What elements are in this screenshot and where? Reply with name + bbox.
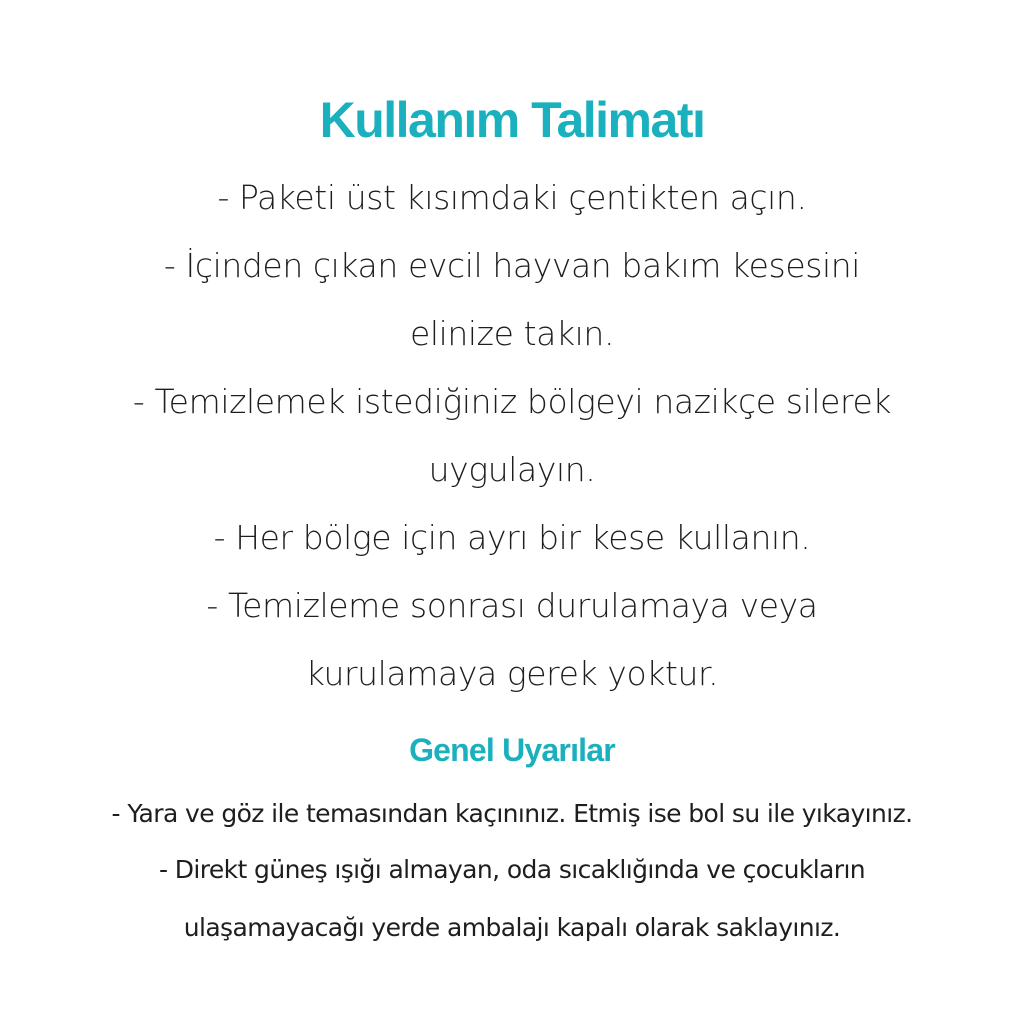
instruction-line: elinize takın. (409, 314, 615, 353)
warning-line: - Direkt güneş ışığı almayan, oda sıcaklığında ve çocukların (158, 855, 866, 884)
warning-line: ulaşamayacağı yerde ambalajı kapalı olarak saklayınız. (183, 913, 841, 942)
instruction-line: - Her bölge için ayrı bir kese kullanın. (213, 518, 811, 557)
instruction-line: kurulamaya gerek yoktur. (305, 654, 719, 693)
instruction-line: - Temizlemek istediğiniz bölgeyi nazikçe silerek (132, 382, 892, 421)
warnings-title: Genel Uyarılar (409, 732, 615, 768)
instruction-line: - Paketi üst kısımdaki çentikten açın. (217, 178, 807, 217)
warning-line: - Yara ve göz ile temasından kaçınınız. Etmiş ise bol su ile yıkayınız. (111, 799, 913, 828)
instruction-line: uygulayın. (428, 450, 596, 489)
instruction-line: - İçinden çıkan evcil hayvan bakım kesesini (163, 246, 861, 285)
instructions-title: Kullanım Talimatı (319, 92, 705, 148)
instruction-line: - Temizleme sonrası durulamaya veya (206, 586, 818, 625)
